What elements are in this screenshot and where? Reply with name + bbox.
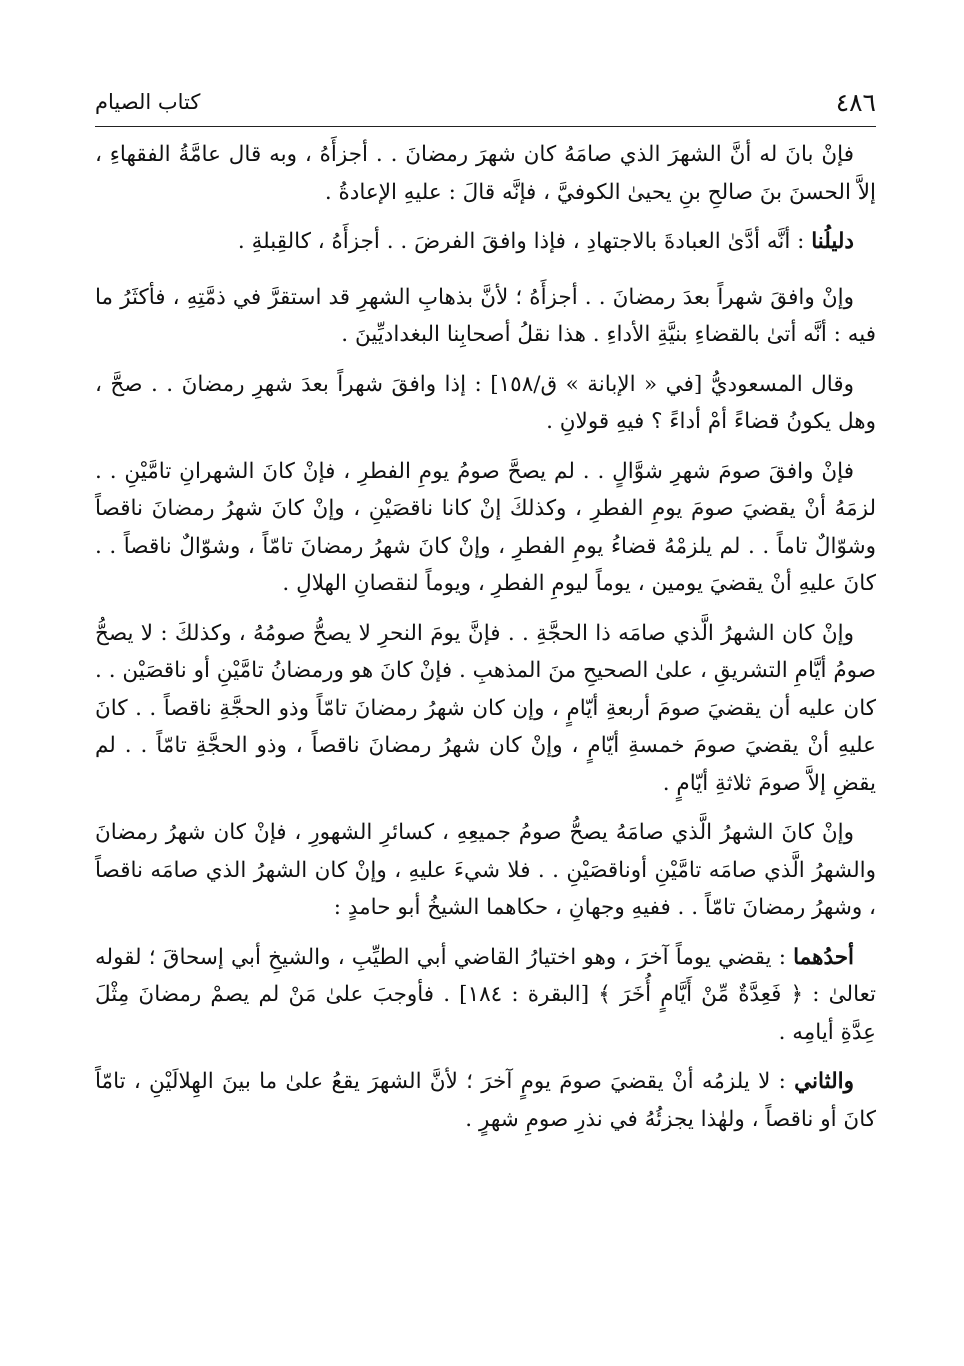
page-header <box>95 88 876 118</box>
running-title: كتاب الصيام <box>95 90 201 114</box>
paragraph-text: فإنْ وافقَ صومَ شهرِ شوَّالٍ . . لم يصحَّ صومُ يومِ الفطرِ ، فإنْ كانَ الشهرانِ تامَّيْنِ . . لزمَهُ أنْ يقضيَ صومَ يومِ الفطرِ ، وكذلكَ إنْ كانا ناقصَيْنِ ، وإنْ كانَ شهرُ رمضانَ ناقصاً وشوّالٌ تاماً . . لم يلزمْهُ قضاءُ يومِ الفطرِ ، وإنْ كانَ شهرُ رمضانَ تامّاً ، وشوّالٌ ناقصاً . . كانَ عليهِ أنْ يقضيَ يومين ، يوماً ليومِ الفطرِ ، ويوماً لنقصانِ الهلالِ . <box>95 458 876 596</box>
header-rule <box>95 126 876 127</box>
page-number: ٤٨٦ <box>835 88 876 117</box>
paragraph-text: وقال المسعوديُّ [في « الإبانة » ق/١٥٨] : إذا وافقَ شهراً بعدَ شهرِ رمضانَ . . صحَّ ، وهل يكونُ قضاءً أمْ أداءً ؟ فيهِ قولانِ . <box>95 371 876 434</box>
paragraph <box>95 223 876 261</box>
paragraph <box>95 1063 876 1138</box>
paragraph <box>95 814 876 927</box>
paragraph-text: وإنْ وافقَ شهراً بعدَ رمضانَ . . أجزأَهُ ؛ لأنَّ بذهابِ الشهرِ قد استقرَّ في ذمَّتِهِ ، فأكثَرُ ما فيه : أنَّه أتىٰ بالقضاءِ بنيَّةِ الأداءِ . هذا نقلُ أصحابِنا البغداديِّينَ . <box>95 284 876 347</box>
paragraph-lead: دليلُنا <box>811 229 854 254</box>
paragraph-text: : أنَّه أدَّىٰ العبادةَ بالاجتهادِ ، فإذا وافقَ الفرضَ . . أجزأَهُ ، كالقِبلةِ . <box>237 229 812 254</box>
paragraph-text: وإنْ كان الشهرُ الَّذي صامَه ذا الحجَّةِ . . فإنَّ يومَ النحرِ لا يصحُّ صومُهُ ، وكذلكَ : لا يصحُّ صومُ أيَّامِ التشريقِ ، علىٰ الصحيحِ منَ المذهبِ . فإنْ كانَ هو ورمضانُ تامَّيْنِ أو ناقصَيْن . . كان عليه أن يقضيَ صومَ أربعةِ أيّامٍ ، وإن كان شهرُ رمضانَ تامّاً وذو الحجَّةِ ناقصاً . . كانَ عليهِ أنْ يقضيَ صومَ خمسةِ أيّامٍ ، وإنْ كان شهرُ رمضانَ ناقصاً ، وذو الحجَّةِ تامّاً . . لم يقضِ إلاَّ صومَ ثلاثةِ أيّامٍ . <box>95 620 876 796</box>
paragraph-text: : لا يلزمُه أنْ يقضيَ صومَ يومٍ آخرَ ؛ لأنَّ الشهرَ يقعُ علىٰ ما بينَ الهِلالَيْنِ ، تامّاً كانَ أو ناقصاً ، ولهٰذا يجزئُهُ في نذرِ صومِ شهرٍ . <box>95 1069 876 1132</box>
paragraph <box>95 136 876 211</box>
paragraph <box>95 279 876 354</box>
paragraph-text: وإنْ كانَ الشهرُ الَّذي صامَهُ يصحُّ صومُ جميعِهِ ، كسائرِ الشهورِ ، فإنْ كان شهرُ رمضانَ والشهرُ الَّذي صامَه تامَّيْنِ أوناقصَيْنِ . . فلا شيءَ عليهِ ، وإنْ كان الشهرُ الذي صامَه ناقصاً ، وشهرُ رمضانَ تامّاً . . ففيهِ وجهانِ ، حكاهما الشيخُ أبو حامدٍ : <box>95 820 876 920</box>
paragraph-text: : يقضي يوماً آخرَ ، وهو اختيارُ القاضي أبي الطيِّبِ ، والشيخِ أبي إسحاقَ ؛ لقوله تعالىٰ : ﴿ فَعِدَّةٌ مِّنْ أَيَّامٍ أُخَرَ ﴾ [البقرة : ١٨٤] . فأوجبَ علىٰ مَنْ لم يصمْ رمضانَ مِثْلَ عِدَّةِ أيامِه . <box>95 944 876 1045</box>
paragraph-text: فإنْ بانَ له أنَّ الشهرَ الذي صامَهُ كان شهرَ رمضانَ . . أجزأَهُ ، وبه قال عامَّةُ الفقهاءِ ، إلاَّ الحسنَ بنَ صالحِ بنِ يحيىٰ الكوفيَّ ، فإنَّه قالَ : عليهِ الإعادةُ . <box>95 142 876 205</box>
paragraph-lead: والثاني <box>794 1069 854 1094</box>
page-body <box>95 136 876 1150</box>
paragraph <box>95 939 876 1052</box>
paragraph <box>95 366 876 441</box>
paragraph <box>95 453 876 603</box>
paragraph-lead: أحدُهما <box>793 944 854 970</box>
paragraph <box>95 615 876 803</box>
